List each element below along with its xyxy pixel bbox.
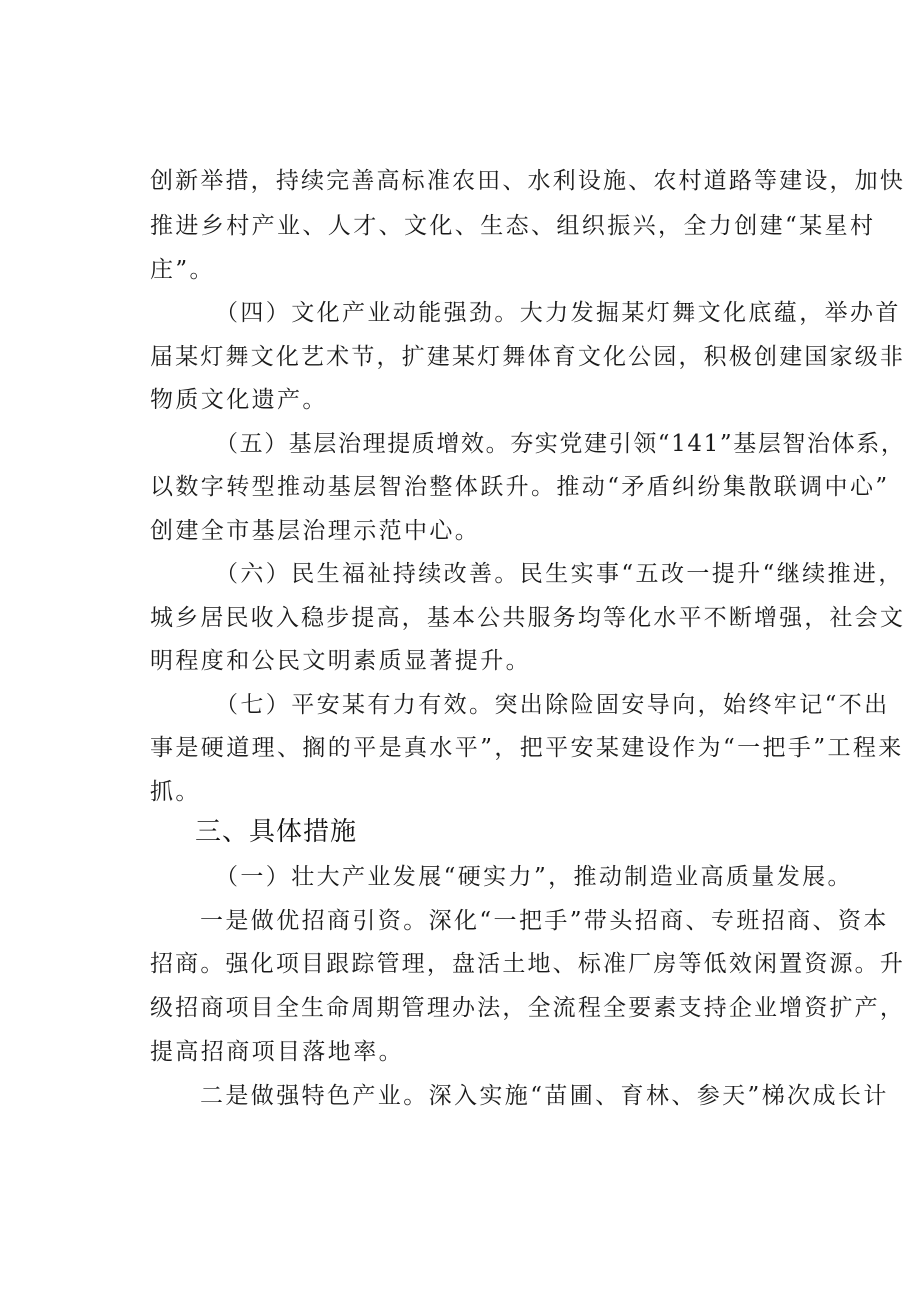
text-line: （一）壮大产业发展“硬实力”，推动制造业高质量发展。 (215, 864, 853, 890)
text-line: 招商。强化项目跟踪管理，盘活土地、标准厂房等低效闲置资源。升 (150, 951, 905, 977)
text-line: （四）文化产业动能强劲。大力发掘某灯舞文化底蕴，举办首 (215, 300, 901, 326)
text-line: 明程度和公民文明素质显著提升。 (150, 648, 531, 674)
text-line: 提高招商项目落地率。 (150, 1039, 404, 1065)
section-heading: 三、具体措施 (195, 817, 358, 847)
text-line: 届某灯舞文化艺术节，扩建某灯舞体育文化公园，积极创建国家级非 (150, 344, 905, 370)
text-line: 推进乡村产业、人才、文化、生态、组织振兴，全力创建“某星村 (150, 213, 876, 239)
text-line: 事是硬道理、搁的平是真水平”，把平安某建设作为“一把手”工程来 (150, 735, 904, 761)
text-line: 一是做优招商引资。深化“一把手”带头招商、专班招商、资本 (200, 908, 889, 934)
text-line: 庄”。 (150, 257, 215, 283)
text-line: （七）平安某有力有效。突出除险固安导向，始终牢记“不出 (215, 692, 890, 718)
text-line: 二是做强特色产业。深入实施“苗圃、育林、参天”梯次成长计 (200, 1083, 889, 1109)
text-line: 创新举措，持续完善高标准农田、水利设施、农村道路等建设，加快 (150, 168, 905, 194)
text-line: 物质文化遗产。 (150, 387, 328, 413)
text-line: 城乡居民收入稳步提高，基本公共服务均等化水平不断增强，社会文 (150, 605, 905, 631)
text-line: （六）民生福祉持续改善。民生实事“五改一提升“继续推进， (215, 561, 904, 587)
text-line: 抓。 (150, 779, 201, 805)
text-line: 创建全市基层治理示范中心。 (150, 518, 481, 544)
text-line: 级招商项目全生命周期管理办法，全流程全要素支持企业增资扩产， (150, 995, 905, 1021)
text-line: 以数字转型推动基层智治整体跃升。推动“矛盾纠纷集散联调中心” (150, 474, 890, 500)
text-line: （五）基层治理提质增效。夯实党建引领“141”基层智治体系， (215, 431, 906, 457)
